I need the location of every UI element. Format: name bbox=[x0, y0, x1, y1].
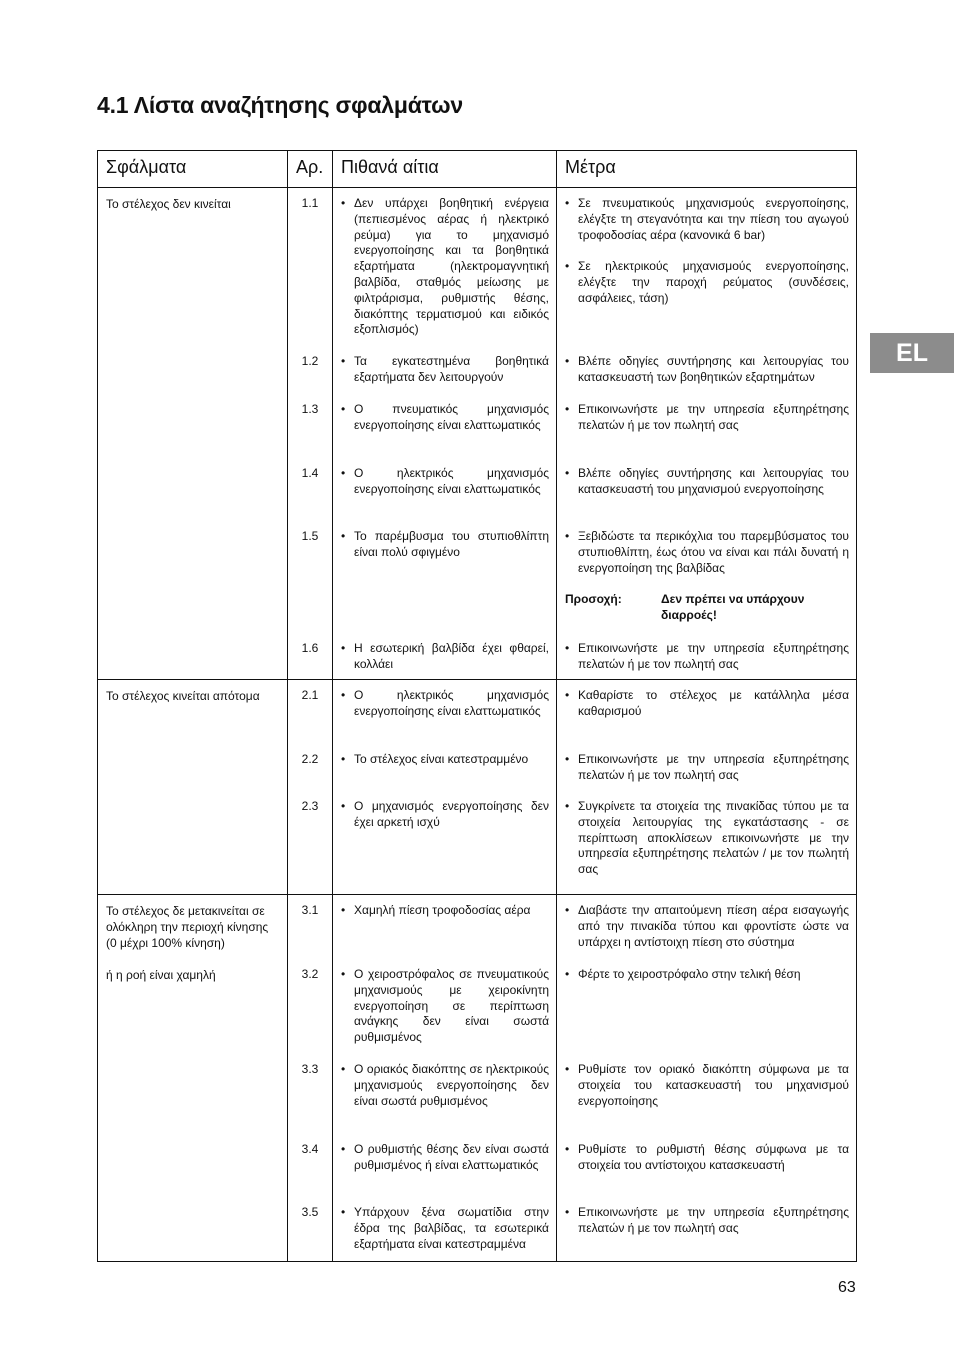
bullet-icon: • bbox=[565, 967, 570, 981]
bullet-icon: • bbox=[341, 1205, 346, 1219]
bullet-icon: • bbox=[341, 1062, 346, 1076]
bullet-icon: • bbox=[341, 402, 346, 416]
cause-text: Τα εγκατεστημένα βοηθητικά εξαρτήματα δεν λειτουργούν bbox=[354, 354, 549, 384]
entry-number: 3.3 bbox=[301, 1062, 319, 1076]
bullet-icon: • bbox=[565, 259, 570, 274]
entry-number: 3.2 bbox=[301, 967, 319, 981]
bullet-icon: • bbox=[341, 799, 346, 813]
measure-group bbox=[557, 354, 856, 402]
measure-item bbox=[557, 529, 856, 576]
bullet-icon: • bbox=[565, 529, 570, 543]
measure-text: Συγκρίνετε τα στοιχεία της πινακίδας τύπου με τα στοιχεία λειτουργίας της εγκατάστασης - σε περίπτωση αποκλίσεων επικοινωνήστε με την υπηρεσία εξυπηρέτησης πελατών / με τον πωλητή σας bbox=[578, 799, 849, 877]
header-no: Αρ. bbox=[288, 151, 333, 188]
measure-item bbox=[557, 1142, 856, 1174]
bullet-icon: • bbox=[341, 466, 346, 480]
measure-item bbox=[557, 354, 856, 386]
bullet-icon: • bbox=[565, 903, 570, 917]
table-header-row bbox=[98, 151, 857, 188]
bullet-icon: • bbox=[341, 903, 346, 917]
bullet-icon: • bbox=[565, 1062, 570, 1076]
cause-text: Ο ρυθμιστής θέσης δεν είναι σωστά ρυθμισμένος ή είναι ελαττωματικός bbox=[354, 1142, 549, 1172]
measure-text: Βλέπε οδηγίες συντήρησης και λειτουργίας του κατασκευαστή των βοηθητικών εξαρτημάτων bbox=[578, 354, 849, 384]
measure-group bbox=[557, 799, 856, 882]
cause-item bbox=[333, 688, 556, 752]
cause-item bbox=[333, 1205, 556, 1253]
cause-text: Ο μηχανισμός ενεργοποίησης δεν έχει αρκετή ισχύ bbox=[354, 799, 549, 829]
table-row bbox=[98, 680, 857, 895]
bullet-icon: • bbox=[565, 799, 570, 813]
cause-item bbox=[333, 1142, 556, 1205]
fault-cell bbox=[98, 188, 288, 680]
cause-item bbox=[333, 967, 556, 1062]
measure-group bbox=[557, 641, 856, 673]
cause-text: Ο ηλεκτρικός μηχανισμός ενεργοποίησης είναι ελαττωματικός bbox=[354, 688, 549, 718]
bullet-icon: • bbox=[341, 752, 346, 766]
measure-group bbox=[557, 529, 856, 641]
measure-item bbox=[557, 1062, 856, 1109]
measure-text: Διαβάστε την απαιτούμενη πίεση αέρα εισαγωγής από την πινακίδα τύπου και φροντίστε ώστε να υπάρχει η αντίστοιχη πίεση στο σύστημα bbox=[578, 903, 849, 949]
measure-group bbox=[557, 688, 856, 752]
measure-item bbox=[557, 752, 856, 784]
cause-item bbox=[333, 641, 556, 673]
measure-item bbox=[557, 799, 856, 878]
measure-cell bbox=[557, 895, 857, 1262]
cause-text: Το παρέμβυσμα του στυπιοθλίπτη είναι πολύ σφιγμένο bbox=[354, 529, 549, 559]
cause-text: Η εσωτερική βαλβίδα έχει φθαρεί, κολλάει bbox=[354, 641, 549, 671]
measure-item bbox=[557, 903, 856, 950]
measure-text: Επικοινωνήστε με την υπηρεσία εξυπηρέτησης πελατών ή με τον πωλητή σας bbox=[578, 1205, 849, 1235]
cause-item bbox=[333, 903, 556, 967]
measure-group bbox=[557, 466, 856, 529]
fault-text: Το στέλεχος δε μετακινείται σε ολόκληρη την περιοχή κίνησης (0 μέχρι 100% κίνηση) bbox=[106, 904, 269, 950]
measure-item bbox=[557, 466, 856, 498]
cause-item bbox=[333, 354, 556, 402]
bullet-icon: • bbox=[341, 967, 346, 981]
entry-number: 1.1 bbox=[301, 196, 319, 210]
bullet-icon: • bbox=[341, 529, 346, 543]
number-cell bbox=[288, 895, 333, 1262]
bullet-icon: • bbox=[565, 1205, 570, 1219]
bullet-icon: • bbox=[565, 354, 570, 368]
measure-group bbox=[557, 967, 856, 1062]
measure-item bbox=[557, 402, 856, 434]
entry-number: 3.5 bbox=[301, 1205, 319, 1219]
cause-item bbox=[333, 752, 556, 799]
measure-text: Φέρτε το χειροστρόφαλο στην τελική θέση bbox=[578, 967, 801, 981]
page-number: 63 bbox=[838, 1279, 856, 1296]
measure-item bbox=[557, 1205, 856, 1237]
measure-group bbox=[557, 1062, 856, 1142]
bullet-icon: • bbox=[565, 196, 570, 210]
cause-item bbox=[333, 1062, 556, 1142]
cause-cell bbox=[333, 895, 557, 1262]
bullet-icon: • bbox=[565, 688, 570, 702]
measure-item bbox=[557, 259, 856, 306]
fault-text: Το στέλεχος κινείται απότομα bbox=[106, 689, 260, 703]
measure-item bbox=[557, 688, 856, 720]
bullet-icon: • bbox=[565, 1142, 570, 1156]
entry-number: 1.5 bbox=[301, 529, 319, 543]
measure-text: Ρυθμίστε τον οριακό διακόπτη σύμφωνα με τα στοιχεία του κατασκευαστή του μηχανισμού ενεργοποίησης bbox=[578, 1062, 849, 1108]
measure-group bbox=[557, 1142, 856, 1205]
language-tab: EL bbox=[870, 333, 954, 373]
cause-text: Υπάρχουν ξένα σωματίδια στην έδρα της βαλβίδας, τα εσωτερικά εξαρτήματα είναι κατεστραμμένα bbox=[354, 1205, 549, 1251]
measure-text: Επικοινωνήστε με την υπηρεσία εξυπηρέτησης πελατών ή με τον πωλητή σας bbox=[578, 402, 849, 432]
cause-text: Το στέλεχος είναι κατεστραμμένο bbox=[354, 752, 529, 766]
cause-text: Δεν υπάρχει βοηθητική ενέργεια (πεπιεσμένος αέρας ή ηλεκτρικό ρεύμα) για το μηχανισμό ενεργοποίησης και τα βοηθητικά εξαρτήματα (ηλεκτρομαγνητική βαλβίδα, σταθμός μείωσης με φιλτράρισμα, ρυθμιστής θέσης, διακόπτης τερματισμού και ειδικός εξοπλισμός) bbox=[354, 196, 549, 337]
table-row bbox=[98, 895, 857, 1262]
bullet-icon: • bbox=[565, 752, 570, 766]
entry-number: 1.2 bbox=[301, 354, 319, 368]
cause-text: Χαμηλή πίεση τροφοδοσίας αέρα bbox=[354, 903, 531, 917]
number-cell bbox=[288, 680, 333, 895]
measure-text: Ρυθμίστε το ρυθμιστή θέσης σύμφωνα με τα στοιχεία του αντίστοιχου κατασκευαστή bbox=[578, 1142, 849, 1172]
measure-group bbox=[557, 903, 856, 967]
header-measure: Μέτρα bbox=[557, 151, 857, 188]
measure-text: Επικοινωνήστε με την υπηρεσία εξυπηρέτησης πελατών ή με τον πωλητή σας bbox=[578, 641, 849, 671]
measure-group bbox=[557, 752, 856, 799]
table-row bbox=[98, 188, 857, 680]
fault-cell bbox=[98, 680, 288, 895]
header-cause: Πιθανά αίτια bbox=[333, 151, 557, 188]
entry-number: 1.3 bbox=[301, 402, 319, 416]
cause-cell bbox=[333, 188, 557, 680]
cause-text: Ο χειροστρόφαλος σε πνευματικούς μηχανισμούς με χειροκίνητη ενεργοποίηση σε περίπτωση ανάγκης δεν είναι σωστά ρυθμισμένος bbox=[354, 967, 549, 1045]
cause-cell bbox=[333, 680, 557, 895]
cause-text: Ο πνευματικός μηχανισμός ενεργοποίησης είναι ελαττωματικός bbox=[354, 402, 549, 432]
entry-number: 2.1 bbox=[301, 688, 319, 702]
measure-cell bbox=[557, 680, 857, 895]
cause-item bbox=[333, 799, 556, 882]
warning-note bbox=[557, 592, 856, 624]
measure-text: Καθαρίστε το στέλεχος με κατάλληλα μέσα καθαρισμού bbox=[578, 688, 849, 718]
bullet-icon: • bbox=[341, 354, 346, 368]
bullet-icon: • bbox=[341, 688, 346, 702]
fault-extra-text: ή η ροή είναι χαμηλή bbox=[106, 968, 216, 982]
fault-text: Το στέλεχος δεν κινείται bbox=[106, 197, 231, 211]
warning-text: Δεν πρέπει να υπάρχουν διαρροές! bbox=[661, 592, 805, 623]
entry-number: 1.6 bbox=[301, 641, 319, 655]
measure-group bbox=[557, 402, 856, 466]
measure-cell bbox=[557, 188, 857, 680]
cause-item bbox=[333, 196, 556, 354]
entry-number: 3.4 bbox=[301, 1142, 319, 1156]
bullet-icon: • bbox=[565, 402, 570, 416]
measure-text: Επικοινωνήστε με την υπηρεσία εξυπηρέτησης πελατών ή με τον πωλητή σας bbox=[578, 752, 849, 782]
cause-item bbox=[333, 402, 556, 466]
number-cell bbox=[288, 188, 333, 680]
bullet-icon: • bbox=[341, 1142, 346, 1156]
entry-number: 1.4 bbox=[301, 466, 319, 480]
cause-text: Ο ηλεκτρικός μηχανισμός ενεργοποίησης είναι ελαττωματικός bbox=[354, 466, 549, 496]
bullet-icon: • bbox=[341, 641, 346, 655]
measure-text: Ξεβιδώστε τα περικόχλια του παρεμβύσματος του στυπιοθλίπτη, έως ότου να είναι και πάλι δυνατή η ενεργοποίηση της βαλβίδας bbox=[578, 529, 849, 575]
bullet-icon: • bbox=[565, 641, 570, 655]
cause-item bbox=[333, 529, 556, 641]
measure-text: Σε ηλεκτρικούς μηχανισμούς ενεργοποίησης, ελέγξτε την παροχή ρεύματος (συνδέσεις, ασφάλειες, τάση) bbox=[578, 259, 849, 305]
bullet-icon: • bbox=[565, 466, 570, 480]
measure-item bbox=[557, 967, 856, 983]
measure-item bbox=[557, 196, 856, 243]
header-fault: Σφάλματα bbox=[98, 151, 288, 188]
page-title: 4.1 Λίστα αναζήτησης σφαλμάτων bbox=[97, 92, 463, 118]
cause-text: Ο οριακός διακόπτης σε ηλεκτρικούς μηχανισμούς ενεργοποίησης δεν είναι σωστά ρυθμισμένος bbox=[354, 1062, 549, 1108]
entry-number: 3.1 bbox=[301, 903, 319, 917]
measure-text: Βλέπε οδηγίες συντήρησης και λειτουργίας του κατασκευαστή του μηχανισμού ενεργοποίησης bbox=[578, 466, 849, 496]
measure-group bbox=[557, 1205, 856, 1253]
bullet-icon: • bbox=[341, 196, 346, 210]
entry-number: 2.3 bbox=[301, 799, 319, 813]
measure-text: Σε πνευματικούς μηχανισμούς ενεργοποίησης, ελέγξτε τη στεγανότητα και την πίεση του αγωγού τροφοδοσίας αέρα (κανονικά 6 bar) bbox=[578, 196, 849, 242]
troubleshooting-table bbox=[97, 150, 857, 1262]
warning-label: Προσοχή: bbox=[565, 592, 622, 607]
entry-number: 2.2 bbox=[301, 752, 319, 766]
fault-cell bbox=[98, 895, 288, 1262]
cause-item bbox=[333, 466, 556, 529]
measure-group bbox=[557, 196, 856, 354]
measure-item bbox=[557, 641, 856, 673]
